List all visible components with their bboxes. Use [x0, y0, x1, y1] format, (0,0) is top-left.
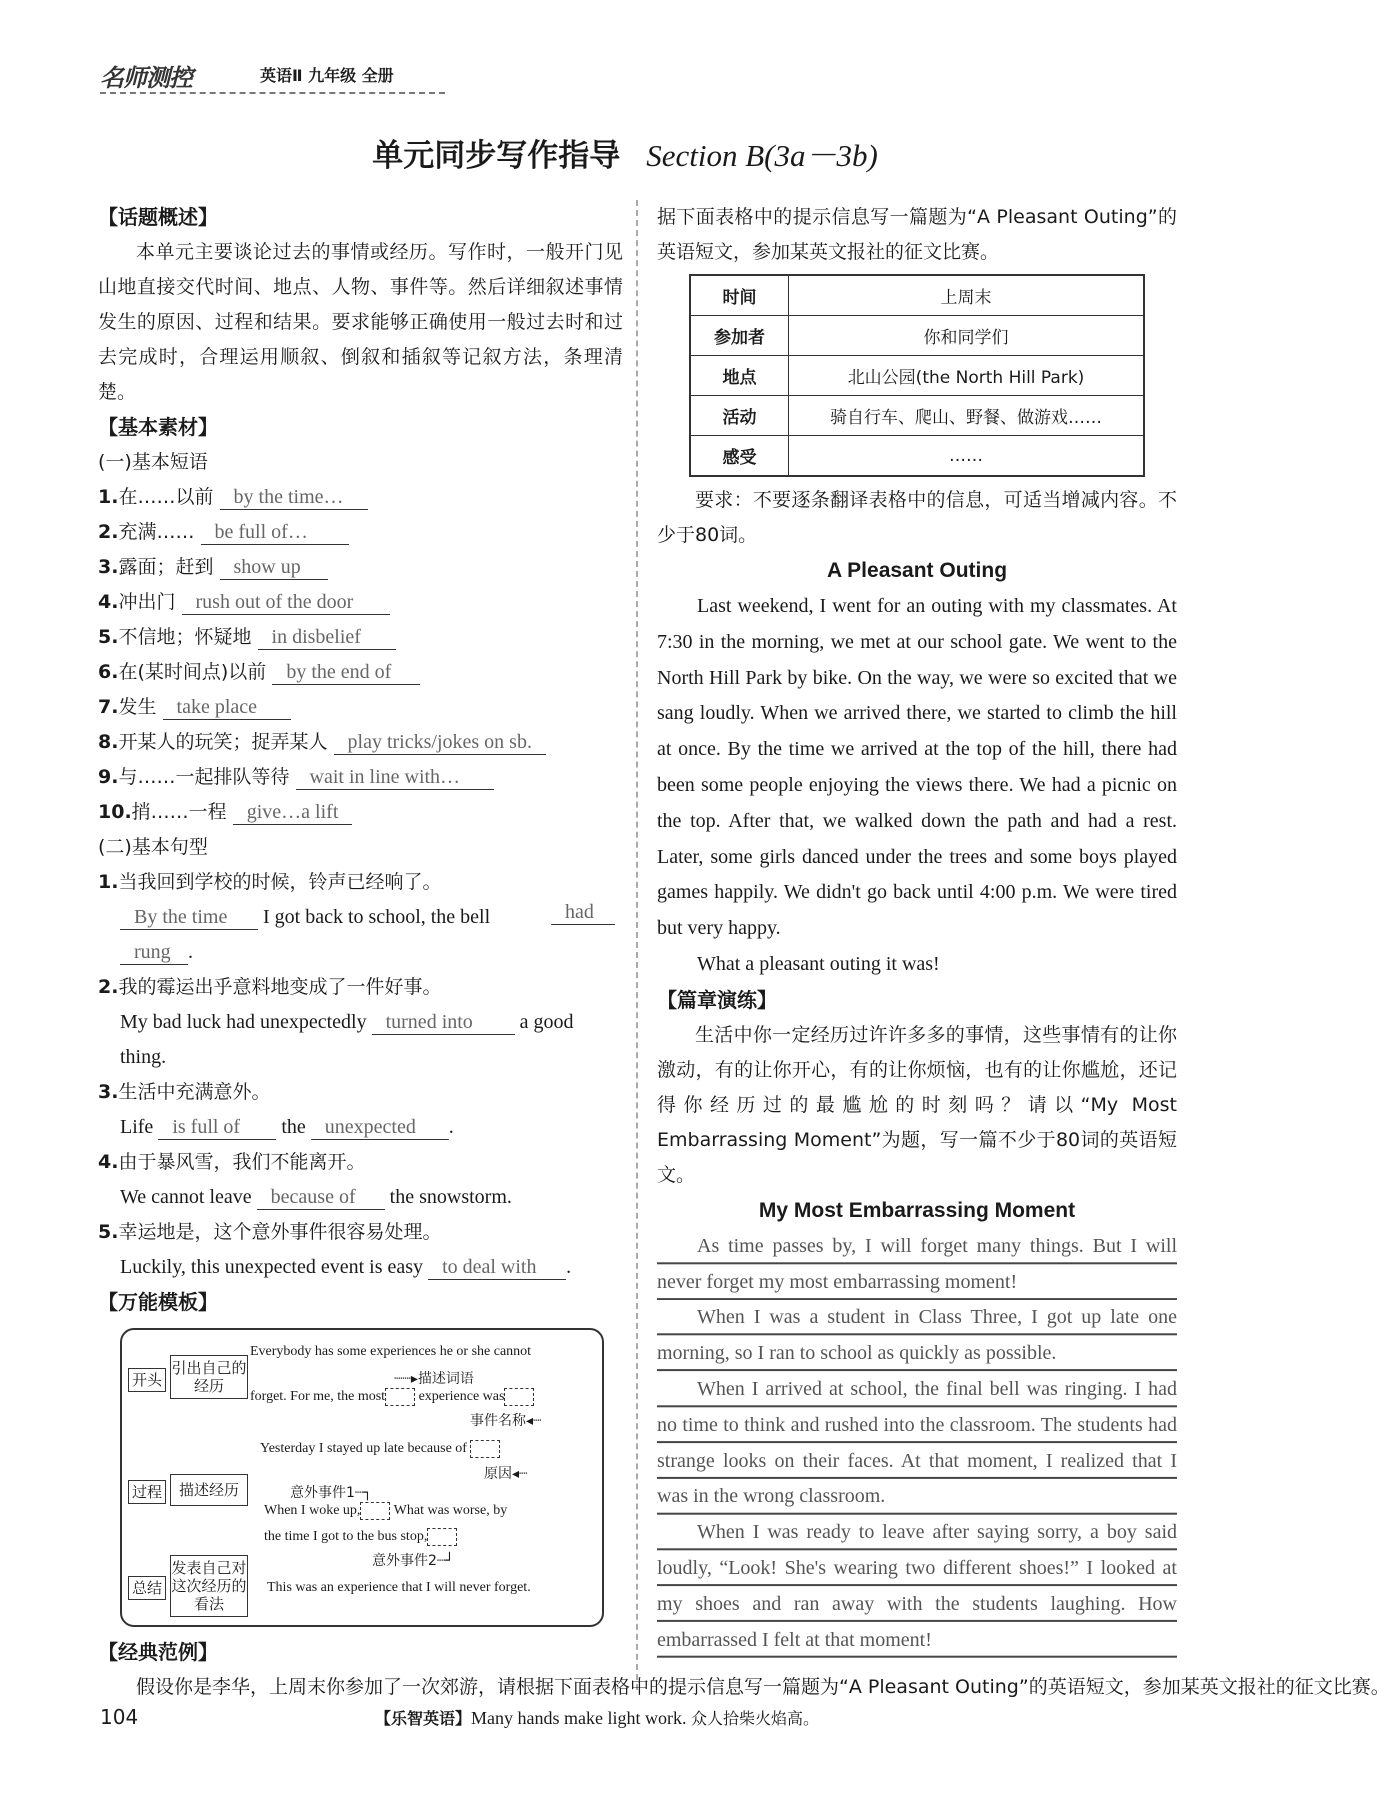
- phrase-item: 3.露面；赶到 show up: [98, 550, 623, 585]
- sentences-heading: (二)基本句型: [98, 836, 208, 858]
- answer-blank: play tricks/jokes on sb.: [334, 730, 546, 755]
- example-prompt: [98, 1670, 1390, 1740]
- column-divider: [636, 200, 638, 1690]
- phrase-list: [98, 480, 623, 830]
- title-section: Section B(3a－3b): [646, 138, 878, 173]
- requirement: 要求：不要逐条翻译表格中的信息，可适当增减内容。不少于80词。: [657, 489, 1177, 546]
- essay-paragraph: Last weekend, I went for an outing with my classmates. At 7:30 in the morning, we met at our school gate. We went to the North Hill Park by bike. On the way, we were so excited that we sang loudly. When we arrived there, we started to climb the hill at once. By the time we arrived at the top of the hill, there had been some people enjoying the views there. We had a picnic on the top. After that, we walked down the path and had a rest. Later, some girls danced under the trees and some boys played games happily. We didn't go back until 4:00 p.m. We were tired but very happy.: [657, 595, 1177, 940]
- sentence-item: 2.我的霉运出乎意料地变成了一件好事。 My bad luck had unexpectedly turned into a good thing.: [98, 976, 574, 1068]
- table-row: 参加者 你和同学们: [690, 316, 1144, 356]
- blank-box: [385, 1388, 415, 1406]
- phrase-item: 5.不信地；怀疑地 in disbelief: [98, 620, 623, 655]
- book-info: 英语Ⅱ 九年级 全册: [260, 66, 394, 85]
- essay-paragraph: What a pleasant outing it was!: [697, 952, 940, 975]
- page-number: 104: [100, 1705, 139, 1729]
- answer-blank: By the time: [120, 905, 258, 930]
- note-desc-word: ┈┈▸描述词语: [394, 1371, 474, 1387]
- blank-box: [360, 1502, 390, 1520]
- topic-heading: 【话题概述】: [98, 205, 218, 229]
- template-box: [120, 1328, 604, 1627]
- answer-blank: unexpected: [311, 1115, 449, 1140]
- topic-text: 本单元主要谈论过去的事情或经历。写作时，一般开门见山地直接交代时间、地点、人物、事件等。然后详细叙述事情发生的原因、过程和结果。要求能够正确使用一般过去时和过去完成时，合理运用顺叙、倒叙和插叙等记叙方法，条理清楚。: [98, 241, 623, 403]
- template-line-3: Yesterday I stayed up late because of: [260, 1440, 500, 1458]
- handwritten-paragraph: When I arrived at school, the final bell was ringing. I had no time to think and rushed into the classroom. The students had strange looks on their faces. At that moment, I realized that I was in the wrong classroom.: [657, 1372, 1177, 1515]
- answer-blank: by the time…: [220, 485, 368, 510]
- answer-blank: give…a lift: [233, 800, 353, 825]
- end-desc: 发表自己对这次经历的看法: [170, 1555, 248, 1617]
- sentence-item: 3.生活中充满意外。 Life is full of the unexpected .: [98, 1081, 454, 1138]
- phrase-item: 4.冲出门 rush out of the door: [98, 585, 623, 620]
- info-table: [689, 274, 1145, 477]
- materials-heading: 【基本素材】: [98, 415, 218, 439]
- right-column: [657, 200, 1177, 1658]
- end-label: 总结: [128, 1576, 166, 1600]
- table-row: 活动 骑自行车、爬山、野餐、做游戏……: [690, 396, 1144, 436]
- practice-heading: 【篇章演练】: [657, 987, 777, 1012]
- practice-prompt: 生活中你一定经历过许许多多的事情，这些事情有的让你激动，有的让你开心，有的让你烦恼，也有的让你尴尬，还记得你经历过的最尴尬的时刻吗？请以“My Most Embarrassing Moment”为题，写一篇不少于80词的英语短文。: [657, 1023, 1177, 1186]
- process-label: 过程: [128, 1480, 166, 1504]
- answer-blank: turned into: [372, 1010, 515, 1035]
- template-line-5: the time I got to the bus stop,: [264, 1528, 457, 1546]
- note-event: 事件名称◂┈: [470, 1413, 542, 1429]
- answer-blank: show up: [220, 555, 328, 580]
- blank-box: [427, 1528, 457, 1546]
- table-row: 时间 上周末: [690, 275, 1144, 316]
- handwritten-paragraph: As time passes by, I will forget many things. But I will never forget my most embarrassing moment!: [657, 1229, 1177, 1301]
- practice-essay-title: My Most Embarrassing Moment: [758, 1198, 1076, 1222]
- title-main: 单元同步写作指导: [372, 138, 621, 174]
- template-heading: 【万能模板】: [98, 1290, 218, 1314]
- running-header: [100, 58, 445, 94]
- answer-blank: had: [551, 900, 615, 925]
- blank-box: [504, 1388, 534, 1406]
- brand-logo: 名师测控: [100, 64, 192, 92]
- answer-blank: in disbelief: [258, 625, 396, 650]
- answer-blank: be full of…: [201, 520, 349, 545]
- note-unexpected-1: 意外事件1┈┐: [290, 1485, 372, 1501]
- phrase-item: 2.充满…… be full of…: [98, 515, 623, 550]
- handwritten-paragraph: When I was ready to leave after saying sorry, a boy said loudly, “Look! She's wearing two different shoes!” I looked at my shoes and ran away with the students laughing. How embarrassed I felt at that moment!: [657, 1515, 1177, 1658]
- template-line-6: This was an experience that I will never forget.: [267, 1580, 531, 1595]
- template-line-4: When I woke up, What was worse, by: [264, 1503, 508, 1519]
- phrase-item: 1.在……以前 by the time…: [98, 480, 623, 515]
- page-title: [0, 130, 1250, 175]
- phrase-item: 10.捎……一程 give…a lift: [98, 795, 623, 830]
- answer-blank: rush out of the door: [182, 590, 390, 615]
- note-unexpected-2: 意外事件2┈┘: [372, 1553, 454, 1569]
- example-heading: 【经典范例】: [98, 1640, 218, 1664]
- example-prompt-continued: 据下面表格中的提示信息写一篇题为“A Pleasant Outing”的英语短文，参加某英文报社的征文比赛。: [657, 206, 1177, 263]
- sentence-item: 4.由于暴风雪，我们不能离开。 We cannot leave because of the snowstorm.: [98, 1151, 512, 1208]
- phrase-item: 8.开某人的玩笑；捉弄某人 play tricks/jokes on sb.: [98, 725, 623, 760]
- start-desc: 引出自己的经历: [170, 1355, 248, 1399]
- note-reason: 原因◂┈: [484, 1466, 528, 1482]
- example-prompt-part: 假设你是李华，上周末你参加了一次郊游，请根据下面表格中的提示信息写一篇题为“A Pleasant Outing”的英语短文，参加某英文报社的征文比赛。: [136, 1676, 1390, 1698]
- answer-blank: rung: [120, 940, 188, 965]
- footer-quote: 【乐智英语】Many hands make light work. 众人拾柴火焰高。: [375, 1708, 819, 1728]
- table-row: 感受 ……: [690, 436, 1144, 477]
- answer-blank: wait in line with…: [296, 765, 494, 790]
- answer-blank: because of: [257, 1185, 385, 1210]
- phrase-item: 6.在(某时间点)以前 by the end of: [98, 655, 623, 690]
- answer-blank: take place: [163, 695, 291, 720]
- essay-title: A Pleasant Outing: [826, 559, 1008, 582]
- table-row: 地点 北山公园(the North Hill Park): [690, 356, 1144, 396]
- template-line-1: Everybody has some experiences he or she cannot: [250, 1344, 532, 1359]
- sentence-item: 1.当我回到学校的时候，铃声已经响了。 By the time I got back to school, the bell had rung .: [98, 865, 623, 970]
- start-label: 开头: [128, 1368, 166, 1392]
- phrase-item: 9.与……一起排队等待 wait in line with…: [98, 760, 623, 795]
- sentence-item: 5.幸运地是，这个意外事件很容易处理。 Luckily, this unexpected event is easy to deal with .: [98, 1221, 572, 1278]
- answer-blank: is full of: [158, 1115, 276, 1140]
- answer-blank: to deal with: [428, 1255, 566, 1280]
- phrase-item: 7.发生 take place: [98, 690, 623, 725]
- answer-blank: by the end of: [272, 660, 420, 685]
- process-desc: 描述经历: [170, 1474, 248, 1506]
- blank-box: [470, 1440, 500, 1458]
- handwritten-paragraph: When I was a student in Class Three, I got up late one morning, so I ran to school as quickly as possible.: [657, 1300, 1177, 1372]
- phrases-heading: (一)基本短语: [98, 451, 208, 473]
- template-line-2: forget. For me, the most experience was: [250, 1388, 534, 1406]
